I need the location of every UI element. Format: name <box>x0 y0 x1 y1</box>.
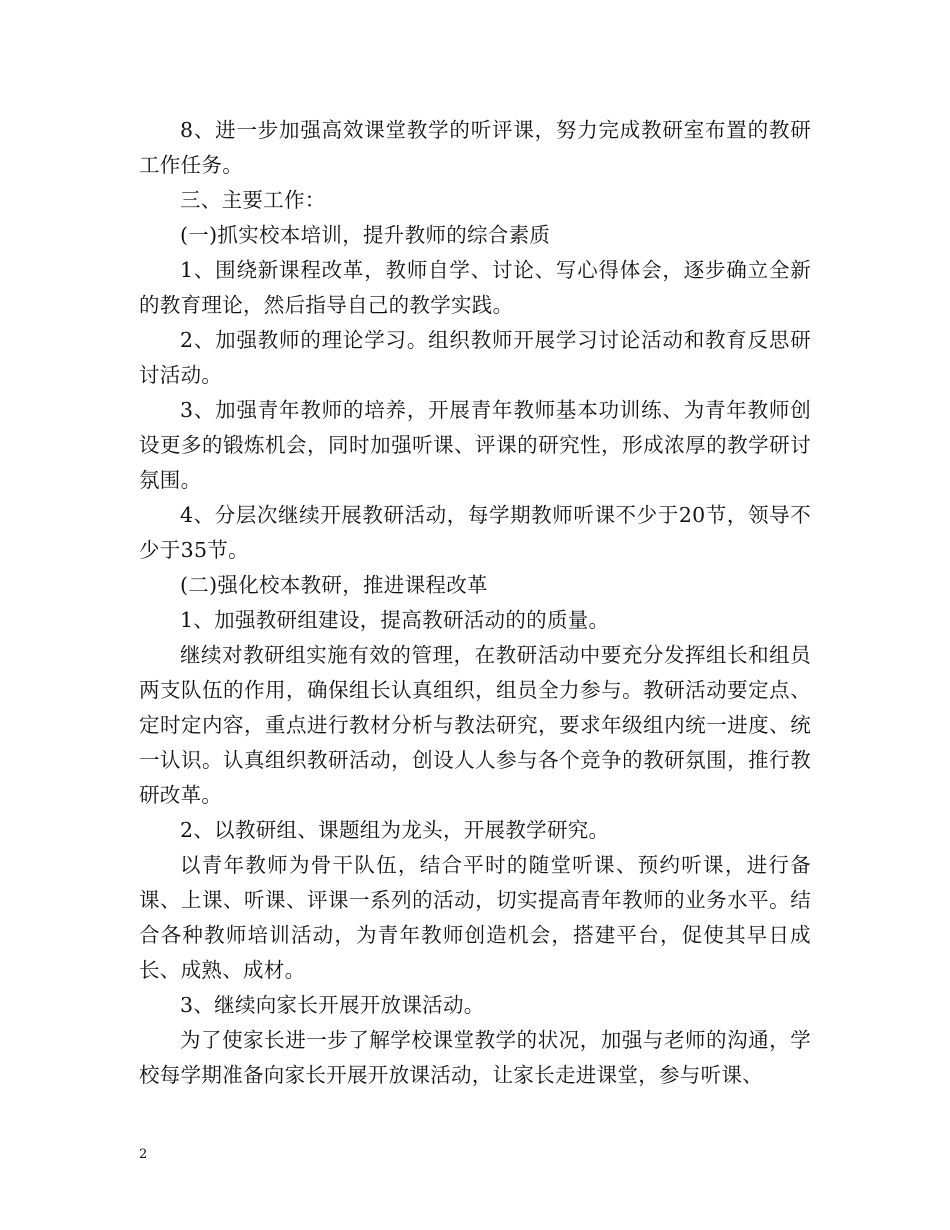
paragraph-item-1: 1、围绕新课程改革，教师自学、讨论、写心得体会，逐步确立全新的教育理论，然后指导自己的教学实践。 <box>139 258 811 317</box>
paragraph-item-8: 8、进一步加强高效课堂教学的听评课，努力完成教研室布置的教研工作任务。 <box>139 118 811 177</box>
paragraph-body-young-teachers: 以青年教师为骨干队伍，结合平时的随堂听课、预约听课，进行备课、上课、听课、评课一系列的活动，切实提高青年教师的业务水平。结合各种教师培训活动，为青年教师创造机会，搭建平台，促使其早日成长、成熟、成材。 <box>139 853 811 982</box>
subsection-heading-1: (一)抓实校本培训，提升教师的综合素质 <box>180 223 551 247</box>
paragraph-item-3b: 3、继续向家长开展开放课活动。 <box>180 993 485 1017</box>
paragraph-body-parents: 为了使家长进一步了解学校课堂教学的状况，加强与老师的沟通，学校每学期准备向家长开展开放课活动，让家长走进课堂，参与听课、 <box>139 1028 811 1087</box>
section-heading-main-work: 三、主要工作： <box>180 188 326 212</box>
paragraph-item-1b: 1、加强教研组建设，提高教研活动的的质量。 <box>180 608 610 632</box>
document-body <box>139 113 811 1093</box>
paragraph-item-3: 3、加强青年教师的培养，开展青年教师基本功训练、为青年教师创设更多的锻炼机会，同时加强听课、评课的研究性，形成浓厚的教学研讨氛围。 <box>139 398 811 492</box>
paragraph-item-2b: 2、以教研组、课题组为龙头，开展教学研究。 <box>180 818 610 842</box>
paragraph-body-management: 继续对教研组实施有效的管理，在教研活动中要充分发挥组长和组员两支队伍的作用，确保组长认真组织，组员全力参与。教研活动要定点、定时定内容，重点进行教材分析与教法研究，要求年级组内统一进度、统一认识。认真组织教研活动，创设人人参与各个竞争的教研氛围，推行教研改革。 <box>139 643 811 807</box>
subsection-heading-2: (二)强化校本教研，推进课程改革 <box>180 573 488 597</box>
paragraph-item-4: 4、分层次继续开展教研活动，每学期教师听课不少于20节，领导不少于35节。 <box>139 503 811 562</box>
page-number: 2 <box>139 1147 148 1162</box>
paragraph-item-2: 2、加强教师的理论学习。组织教师开展学习讨论活动和教育反思研讨活动。 <box>139 328 811 387</box>
